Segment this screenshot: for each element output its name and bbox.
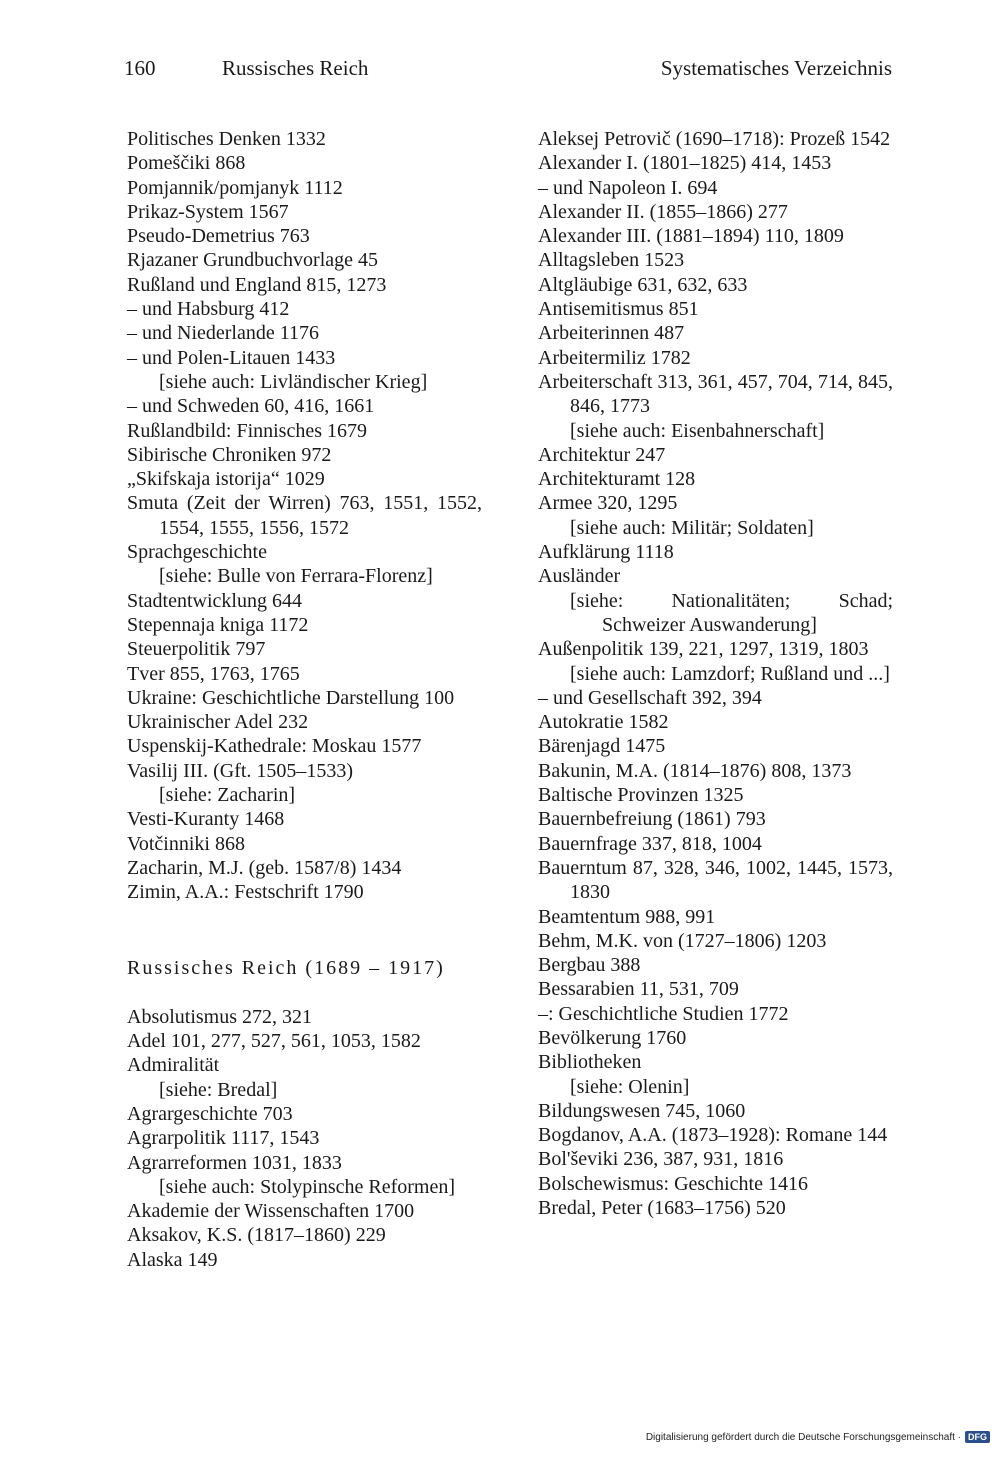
cross-reference-note: [siehe auch: Lamzdorf; Rußland und ...]	[570, 662, 890, 685]
index-entry: – und Napoleon I. 694	[538, 176, 718, 199]
cross-reference-note: [siehe: Nationalitäten; Schad; Schweizer Auswanderung]	[570, 589, 893, 636]
index-entry: Bolschewismus: Geschichte 1416	[538, 1172, 808, 1195]
index-entry: Sibirische Chroniken 972	[127, 443, 332, 466]
index-entry: Stepennaja kniga 1172	[127, 613, 309, 636]
index-entry: Akademie der Wissenschaften 1700	[127, 1200, 415, 1223]
left-index-column	[127, 127, 482, 1272]
index-entry: Rjazaner Grundbuchvorlage 45	[127, 249, 379, 272]
cross-reference-note: [siehe: Bulle von Ferrara-Florenz]	[159, 565, 433, 588]
cross-reference-note: [siehe: Zacharin]	[159, 784, 296, 807]
index-entry: Alaska 149	[127, 1248, 218, 1271]
index-entry: Bessarabien 11, 531, 709	[538, 978, 739, 1001]
index-entry: Bauernfrage 337, 818, 1004	[538, 832, 762, 855]
cross-reference-note: [siehe auch: Militär; Soldaten]	[570, 516, 814, 539]
index-entry: Altgläubige 631, 632, 633	[538, 273, 748, 296]
index-entry: Steuerpolitik 797	[127, 638, 266, 661]
index-entry: Bergbau 388	[538, 954, 641, 977]
index-entry: Bevölkerung 1760	[538, 1026, 687, 1049]
index-entry: Ausländer	[538, 565, 621, 588]
index-entry: Zimin, A.A.: Festschrift 1790	[127, 881, 364, 904]
index-entry: Bibliotheken	[538, 1051, 642, 1074]
index-entry: Pomjannik/pomjanyk 1112	[127, 176, 343, 199]
page-header	[124, 56, 892, 86]
index-entry: Smuta (Zeit der Wirren) 763, 1551, 1552, 1554, 1555, 1556, 1572	[127, 492, 482, 539]
index-entry: Rußland und England 815, 1273	[127, 273, 387, 296]
index-entry: Sprachgeschichte	[127, 541, 267, 564]
index-entry: – und Gesellschaft 392, 394	[538, 686, 762, 709]
index-entry: „Skifskaja istorija“ 1029	[127, 468, 325, 491]
index-entry: Politisches Denken 1332	[127, 128, 326, 150]
index-entry: Bauernbefreiung (1861) 793	[538, 808, 766, 831]
index-entry: Pomeščiki 868	[127, 152, 246, 175]
index-entry: Alltagsleben 1523	[538, 249, 685, 272]
index-entry: Architekturamt 128	[538, 468, 696, 491]
section-heading: Russisches Reich (1689 – 1917)	[127, 956, 445, 979]
index-entry: – und Niederlande 1176	[127, 322, 319, 345]
index-entry: Antisemitismus 851	[538, 298, 699, 321]
index-entry: Admiralität	[127, 1054, 220, 1077]
index-entry: Außenpolitik 139, 221, 1297, 1319, 1803	[538, 638, 869, 661]
index-entries-group	[127, 127, 482, 905]
index-entry: Bildungswesen 745, 1060	[538, 1099, 746, 1122]
index-entry: Bärenjagd 1475	[538, 735, 666, 758]
index-entry: Behm, M.K. von (1727–1806) 1203	[538, 929, 827, 952]
index-entry: Zacharin, M.J. (geb. 1587/8) 1434	[127, 856, 402, 879]
index-entry: Agrargeschichte 703	[127, 1102, 293, 1125]
index-entry: Arbeiterschaft 313, 361, 457, 704, 714, 845, 846, 1773	[538, 370, 893, 418]
index-entry: Agrarreformen 1031, 1833	[127, 1151, 342, 1174]
index-entry: Votčinniki 868	[127, 832, 245, 855]
index-entry: Autokratie 1582	[538, 711, 669, 734]
digitization-footer	[646, 1431, 990, 1443]
dfg-logo: DFG	[965, 1431, 990, 1443]
index-entry: Aksakov, K.S. (1817–1860) 229	[127, 1224, 386, 1247]
index-entry: Arbeitermiliz 1782	[538, 346, 691, 369]
index-entry: Beamtentum 988, 991	[538, 905, 716, 928]
index-entry: Ukrainischer Adel 232	[127, 711, 309, 734]
index-entry: Aufklärung 1118	[538, 541, 674, 564]
page-number: 160	[124, 56, 156, 80]
index-entry: Aleksej Petrovič (1690–1718): Prozeß 1542	[538, 128, 891, 150]
index-entry: Uspenskij-Kathedrale: Moskau 1577	[127, 735, 422, 758]
index-entry: Alexander III. (1881–1894) 110, 1809	[538, 225, 844, 248]
index-entry: Bogdanov, A.A. (1873–1928): Romane 144	[538, 1124, 888, 1147]
running-book-part: Systematisches Verzeichnis	[660, 56, 892, 80]
cross-reference-note: [siehe auch: Livländischer Krieg]	[159, 370, 428, 393]
index-entry: Prikaz-System 1567	[127, 200, 289, 223]
index-entry: – und Polen-Litauen 1433	[127, 346, 336, 369]
index-entry: Bakunin, M.A. (1814–1876) 808, 1373	[538, 759, 852, 782]
index-entries-group	[538, 127, 893, 1220]
index-entry: Armee 320, 1295	[538, 492, 678, 515]
index-entry: Absolutismus 272, 321	[127, 1005, 313, 1028]
index-entry: Alexander I. (1801–1825) 414, 1453	[538, 152, 832, 175]
index-entry: Rußlandbild: Finnisches 1679	[127, 419, 367, 442]
index-entry: Ukraine: Geschichtliche Darstellung 100	[127, 686, 455, 709]
footer-credit: Digitalisierung gefördert durch die Deutsche Forschungsgemeinschaft ·	[645, 1431, 961, 1443]
index-entries-group	[127, 1005, 482, 1272]
index-entry: Bol'ševiki 236, 387, 931, 1816	[538, 1148, 784, 1171]
index-entry: –: Geschichtliche Studien 1772	[538, 1002, 789, 1025]
index-entry: Bauerntum 87, 328, 346, 1002, 1445, 1573, 1830	[538, 856, 893, 904]
index-entry: Alexander II. (1855–1866) 277	[538, 200, 788, 223]
index-entry: – und Habsburg 412	[127, 298, 290, 321]
cross-reference-note: [siehe: Olenin]	[570, 1075, 690, 1098]
index-entry: Adel 101, 277, 527, 561, 1053, 1582	[127, 1030, 421, 1053]
index-entry: Stadtentwicklung 644	[127, 589, 302, 612]
index-entry: Agrarpolitik 1117, 1543	[127, 1127, 320, 1150]
cross-reference-note: [siehe auch: Eisenbahnerschaft]	[570, 419, 825, 442]
index-entry: Arbeiterinnen 487	[538, 322, 685, 345]
running-section-title: Russisches Reich	[222, 56, 369, 80]
cross-reference-note: [siehe: Bredal]	[159, 1078, 278, 1101]
index-entry: Bredal, Peter (1683–1756) 520	[538, 1197, 786, 1220]
index-entry: Baltische Provinzen 1325	[538, 784, 744, 807]
cross-reference-note: [siehe auch: Stolypinsche Reformen]	[159, 1175, 456, 1198]
right-index-column	[538, 127, 893, 1220]
index-entry: Vesti-Kuranty 1468	[127, 808, 285, 831]
index-entry: Tver 855, 1763, 1765	[127, 662, 300, 685]
index-entry: – und Schweden 60, 416, 1661	[127, 395, 375, 418]
index-entry: Architektur 247	[538, 443, 666, 466]
index-entry: Vasilij III. (Gft. 1505–1533)	[127, 759, 354, 782]
index-entry: Pseudo-Demetrius 763	[127, 225, 310, 248]
